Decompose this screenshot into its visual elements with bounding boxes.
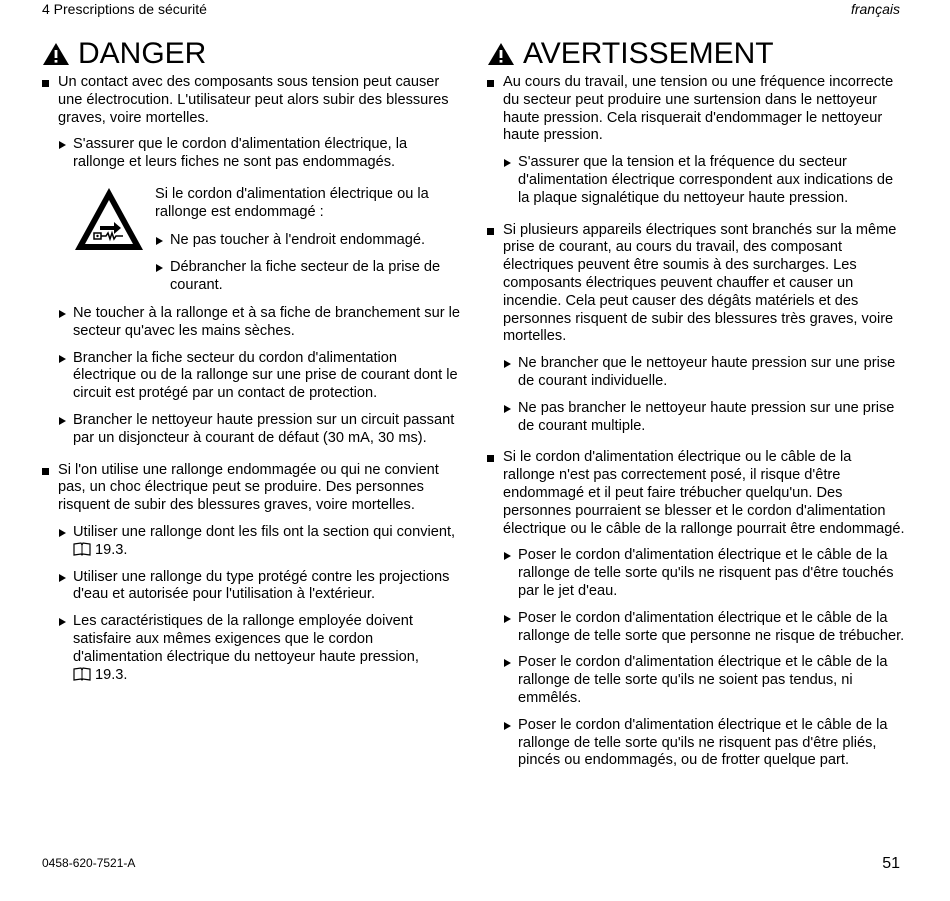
step-text: Poser le cordon d'alimentation électrique et le câble de la rallonge de telle sorte que personne ne risque de trébucher. [518,609,905,644]
arrow-right-icon [504,615,511,623]
bullet-square-icon [487,80,494,87]
step-text: Ne toucher à la rallonge et à sa fiche de branchement sur le secteur qu'avec les mains sèches. [73,304,460,339]
danger-column [42,36,460,684]
arrow-right-icon [156,264,163,272]
step-item [58,350,460,403]
step-text: Ne brancher que le nettoyeur haute pression sur une prise de courant individuelle. [518,355,896,389]
step-item [503,154,905,207]
step-item [155,232,460,250]
arrow-right-icon [59,141,66,149]
step-text: Brancher le nettoyeur haute pression sur un circuit passant par un disjoncteur à courant de défaut (30 mA, 30 ms). [73,411,455,446]
step-text: Utiliser une rallonge du type protégé contre les projections d'eau et autorisée pour l'utilisation à l'extérieur. [73,568,450,603]
step-text: Poser le cordon d'alimentation électrique et le câble de la rallonge de telle sorte qu'ils ne risquent pas d'être touchés par le jet d'eau. [518,547,894,599]
reference-text: 19.3. [95,541,128,558]
step-item [58,136,460,172]
arrow-right-icon [504,405,511,413]
avertissement-section-3 [487,449,905,770]
warning-triangle-icon [42,42,70,66]
arrow-right-icon [504,722,511,730]
avertissement-heading [487,36,905,72]
arrow-right-icon [504,159,511,167]
danger-section-1 [42,74,460,448]
step-text: Les caractéristiques de la rallonge employée doivent satisfaire aux mêmes exigences que le cordon d'alimentation électrique du nettoyeur haute pression, [73,613,419,665]
section-text: Un contact avec des composants sous tension peut causer une électrocution. L'utilisateur peut alors subir des blessures graves, voire mortelles. [58,74,449,126]
arrow-right-icon [59,618,66,626]
danger-section-2 [42,462,460,685]
step-item [58,305,460,341]
step-item [155,259,460,295]
step-text: S'assurer que la tension et la fréquence du secteur d'alimentation électrique correspondent aux indications de la plaque signalétique du nettoyeur haute pression. [518,154,894,206]
bullet-square-icon [42,80,49,87]
arrow-right-icon [156,237,163,245]
step-item [503,610,905,646]
step-text: Poser le cordon d'alimentation électrique et le câble de la rallonge de telle sorte qu'ils ne risquent pas d'être pliés, pincés ou endommagés, ou de frotter quelque part. [518,716,888,769]
danger-heading [42,36,460,72]
danger-heading-text: DANGER [78,37,207,70]
step-item [58,412,460,448]
step-item [58,613,460,684]
book-reference-icon [73,542,91,556]
step-text: S'assurer que le cordon d'alimentation électrique, la rallonge et leurs fiches ne sont pas endommagés. [73,136,408,171]
step-text: Poser le cordon d'alimentation électrique et le câble de la rallonge de telle sorte qu'ils ne soient pas tendus, ni emmêlés. [518,654,888,706]
page-header-language: français [850,1,900,17]
step-item [58,524,460,560]
section-text: Au cours du travail, une tension ou une fréquence incorrecte du secteur peut produire une surtension dans le nettoyeur haute pression. Cela risquerait d'endommager le nettoyeur haute pression. [503,74,894,144]
page-header-chapter: 4 Prescriptions de sécurité [42,1,207,17]
section-text: Si l'on utilise une rallonge endommagée ou qui ne convient pas, un choc électrique peut se produire. Des personnes risquent de subir des blessures graves, voire mortelles. [58,461,439,514]
bullet-square-icon [487,455,494,462]
step-item [503,355,905,391]
arrow-right-icon [59,355,66,363]
avertissement-column [487,36,905,770]
avertissement-section-2 [487,222,905,436]
arrow-right-icon [59,310,66,318]
step-item [503,547,905,600]
warning-text: Si le cordon d'alimentation électrique ou la rallonge est endommagé : [155,185,429,220]
arrow-right-icon [504,659,511,667]
avertissement-heading-text: AVERTISSEMENT [523,37,774,70]
step-item [58,569,460,605]
step-text: Ne pas toucher à l'endroit endommagé. [170,231,426,248]
step-text: Ne pas brancher le nettoyeur haute pression sur une prise de courant multiple. [518,399,895,434]
step-text: Utiliser une rallonge dont les fils ont la section qui convient, [73,523,456,540]
bullet-square-icon [42,468,49,475]
warning-triangle-icon [487,42,515,66]
reference-text: 19.3. [95,666,128,683]
step-text: Débrancher la fiche secteur de la prise de courant. [170,259,441,294]
step-item [503,654,905,707]
arrow-right-icon [504,552,511,560]
page-number: 51 [882,855,900,872]
book-reference-icon [73,667,91,681]
avertissement-section-1 [487,74,905,208]
electric-shock-hazard-icon [73,186,145,252]
arrow-right-icon [59,529,66,537]
step-item [503,400,905,436]
arrow-right-icon [59,417,66,425]
section-text: Si plusieurs appareils électriques sont branchés sur la même prise de courant, au cours du travail, des composant électriques peuvent être soumis à des surcharges. Les composants électriques peuvent chauffer et causer un incendie. Cela peut causer des dégâts matériels et des personnes risquent de subir des blessures très graves, voire mortelles. [503,221,897,345]
bullet-square-icon [487,228,494,235]
section-text: Si le cordon d'alimentation électrique ou le câble de la rallonge n'est pas correctement posé, il risque d'être endommagé et il peut faire trébucher quelqu'un. Des personnes pourraient se blesser et le cordon d'alimentation électrique ou le câble de la rallonge pourrait être endommagé. [503,449,905,537]
electrical-hazard-warning [73,186,460,295]
step-item [503,717,905,770]
arrow-right-icon [504,360,511,368]
document-number: 0458-620-7521-A [42,856,136,870]
step-text: Brancher la fiche secteur du cordon d'alimentation électrique ou de la rallonge sur une prise de courant dont le circuit est protégé par un contact de protection. [73,349,458,402]
arrow-right-icon [59,574,66,582]
